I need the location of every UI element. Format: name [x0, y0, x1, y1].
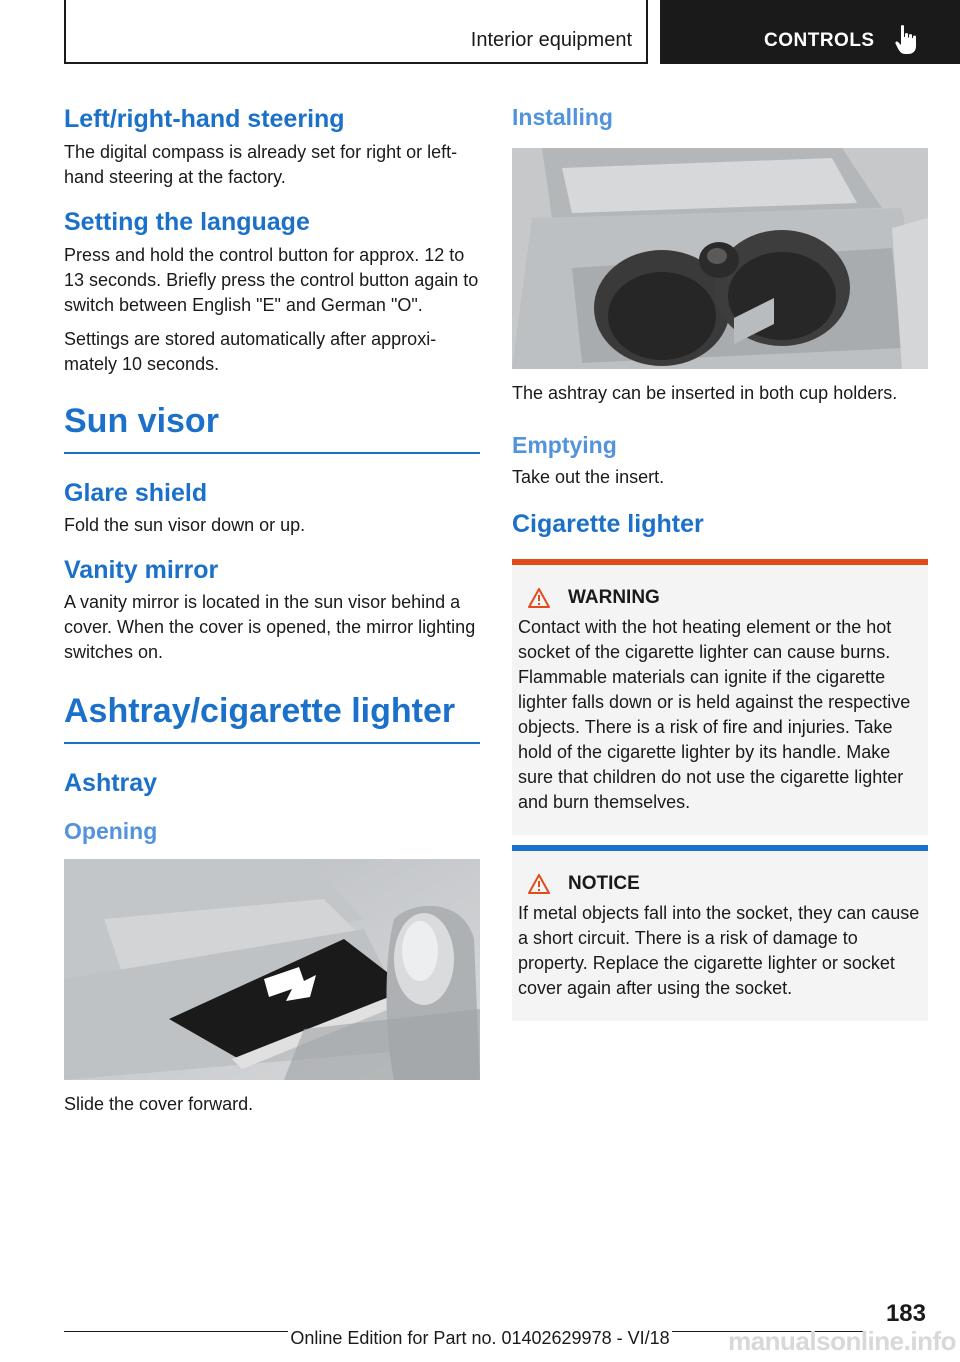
emptying-text: Take out the insert.	[512, 467, 665, 488]
page-number: 183	[885, 1300, 926, 1327]
language-heading: Setting the language	[64, 208, 310, 236]
ashtray-lighter-heading: Ashtray/cigarette lighter	[64, 691, 456, 730]
language-text-2: Settings are stored automatically after approximately 10 seconds.	[64, 329, 437, 374]
notice-header	[518, 873, 922, 895]
warning-header	[518, 587, 922, 609]
ashtray-cover-illustration	[64, 859, 480, 1080]
opening-caption: Slide the cover forward.	[64, 1094, 254, 1115]
watermark: manualsonline.info	[728, 1326, 956, 1356]
cup-holder-illustration	[512, 148, 928, 369]
chapter-tab	[660, 0, 960, 64]
section-title: Interior equipment	[470, 29, 632, 51]
vanity-mirror-text: A vanity mirror is located in the sun visor behind a cover. When the cover is opened, the mirror lighting switches on.	[64, 591, 476, 662]
notice-box	[512, 845, 928, 1021]
left-column	[64, 100, 480, 1117]
section-rule	[64, 452, 480, 454]
page-header	[0, 0, 960, 66]
installing-heading: Installing	[512, 104, 613, 130]
ashtray-heading: Ashtray	[64, 768, 158, 797]
section-tab	[64, 0, 648, 64]
chapter-title: CONTROLS	[764, 30, 875, 51]
warning-text: Contact with the hot heating element or the hot socket of the cigarette lighter can cause burns. Flammable materials can ignite if the cigarette lighter falls down or is held against the respective objects. There is a risk of fire and injuries. Take hold of the cigarette lighter by its handle. Make sure that children do not use the cigarette lighter and burn themselves.	[518, 617, 911, 813]
emptying-heading: Emptying	[512, 431, 617, 458]
steering-heading: Left/right-hand steering	[64, 105, 345, 133]
glare-shield-text: Fold the sun visor down or up.	[64, 514, 306, 535]
warning-box	[512, 559, 928, 835]
pointing-hand-icon	[894, 24, 920, 56]
cigarette-lighter-heading: Cigarette lighter	[512, 510, 704, 539]
section-rule	[64, 742, 480, 744]
steering-text: The digital compass is already set for right or left-hand steering at the factory.	[64, 142, 458, 187]
warning-triangle-icon	[528, 588, 550, 608]
notice-triangle-icon	[528, 874, 550, 894]
vanity-mirror-heading: Vanity mirror	[64, 555, 219, 584]
notice-text: If metal objects fall into the socket, they can cause a short circuit. There is a risk of damage to property. Replace the cigarette lighter or socket cover again after using the socket.	[518, 903, 920, 999]
warning-title: WARNING	[568, 587, 660, 609]
installing-caption: The ashtray can be inserted in both cup holders.	[512, 382, 898, 403]
language-text-1: Press and hold the control button for approx. 12 to 13 seconds. Briefly press the control button again to switch between English "E" and German "O".	[64, 245, 479, 315]
notice-title: NOTICE	[568, 873, 640, 895]
right-column	[512, 100, 928, 1021]
sun-visor-heading: Sun visor	[64, 402, 219, 440]
opening-heading: Opening	[64, 817, 158, 844]
glare-shield-heading: Glare shield	[64, 478, 208, 507]
ashtray-cover-photo	[64, 859, 480, 1080]
edition-text: Online Edition for Part no. 01402629978 - VI/18	[290, 1328, 670, 1348]
cup-holder-photo	[512, 148, 928, 369]
